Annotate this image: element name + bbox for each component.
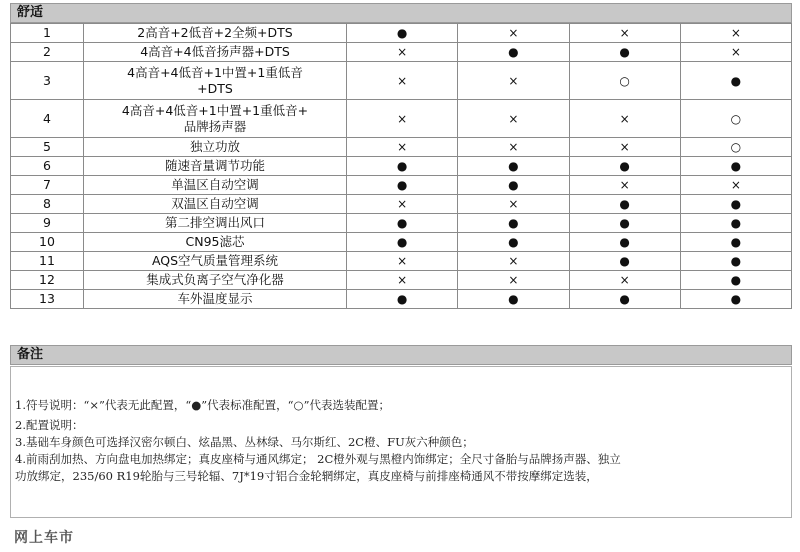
feature-cell xyxy=(84,138,347,157)
table-row xyxy=(11,100,792,138)
feature-cell xyxy=(84,43,347,62)
config-mark-cell: ● xyxy=(680,157,791,176)
row-number: 10 xyxy=(11,233,84,252)
notes-section-header xyxy=(10,345,792,365)
config-mark-cell: × xyxy=(458,195,569,214)
config-mark-cell: × xyxy=(458,271,569,290)
config-mark-cell: ● xyxy=(680,290,791,309)
config-mark-cell: ● xyxy=(680,214,791,233)
row-number: 3 xyxy=(11,62,84,100)
row-number: 6 xyxy=(11,157,84,176)
config-mark-cell: ○ xyxy=(569,62,680,100)
row-number: 4 xyxy=(11,100,84,138)
feature-text-line: 随速音量调节功能 xyxy=(164,158,265,173)
feature-cell xyxy=(84,233,347,252)
config-mark-cell: ● xyxy=(347,214,458,233)
notes-box xyxy=(10,366,792,518)
feature-text-line: CN95滤芯 xyxy=(185,234,245,249)
watermark-logo-text: 网上车市 xyxy=(14,530,74,546)
config-mark-cell: × xyxy=(347,271,458,290)
note-line-2: 2.配置说明： xyxy=(15,418,84,432)
row-number: 8 xyxy=(11,195,84,214)
config-mark-cell: ● xyxy=(458,290,569,309)
table-row xyxy=(11,252,792,271)
config-mark-cell: ● xyxy=(347,157,458,176)
config-mark-cell: ● xyxy=(347,290,458,309)
config-mark-cell: ● xyxy=(569,195,680,214)
config-mark-cell: × xyxy=(569,100,680,138)
feature-cell xyxy=(84,100,347,138)
config-mark-cell: × xyxy=(680,176,791,195)
note-line-1: 1.符号说明：“×”代表无此配置，“●”代表标准配置，“○”代表选装配置； xyxy=(15,398,390,412)
config-mark-cell: ● xyxy=(569,252,680,271)
config-mark-cell: ● xyxy=(680,62,791,100)
row-number: 11 xyxy=(11,252,84,271)
config-mark-cell: × xyxy=(458,100,569,138)
config-mark-cell: × xyxy=(569,24,680,43)
config-mark-cell: ● xyxy=(569,43,680,62)
feature-text-line: 车外温度显示 xyxy=(177,291,253,306)
config-mark-cell: ● xyxy=(458,43,569,62)
row-number: 12 xyxy=(11,271,84,290)
feature-text-line: 第二排空调出风口 xyxy=(164,215,265,230)
note-line-5: 功放绑定，235/60 R19轮胎与三号轮辐、7J*19寸铝合金轮辋绑定，真皮座椅与前排座椅通风不带按摩绑定选装， xyxy=(15,469,598,483)
table-row xyxy=(11,176,792,195)
config-mark-cell: ● xyxy=(458,176,569,195)
config-mark-cell: ● xyxy=(458,233,569,252)
config-mark-cell: × xyxy=(347,62,458,100)
feature-cell xyxy=(84,290,347,309)
config-mark-cell: ○ xyxy=(680,138,791,157)
feature-text-line: 2高音+2低音+2全频+DTS xyxy=(137,25,293,40)
feature-text-line: 集成式负离子空气净化器 xyxy=(146,272,284,287)
config-mark-cell: × xyxy=(680,43,791,62)
feature-text-line: 独立功放 xyxy=(189,139,240,154)
config-mark-cell: ● xyxy=(680,271,791,290)
config-mark-cell: × xyxy=(569,138,680,157)
feature-text-line: 4高音+4低音+1中置+1重低音 xyxy=(127,64,303,80)
row-number: 7 xyxy=(11,176,84,195)
config-mark-cell: ● xyxy=(347,24,458,43)
comfort-section-title: 舒适 xyxy=(17,5,44,20)
row-number: 1 xyxy=(11,24,84,43)
comfort-section-header xyxy=(10,3,792,23)
config-mark-cell: × xyxy=(347,100,458,138)
table-row xyxy=(11,290,792,309)
note-line-3: 3.基础车身颜色可选择汉密尔顿白、炫晶黑、丛林绿、马尔斯红、2C橙、FU灰六种颜色； xyxy=(15,435,474,449)
config-mark-cell: × xyxy=(347,138,458,157)
note-line-4: 4.前雨刮加热、方向盘电加热绑定；真皮座椅与通风绑定； 2C橙外观与黑橙内饰绑定；全尺寸备胎与品牌扬声器、独立 xyxy=(15,452,621,466)
feature-text-line: 4高音+4低音+1中置+1重低音+ xyxy=(121,102,309,118)
config-mark-cell: ● xyxy=(458,157,569,176)
feature-cell xyxy=(84,252,347,271)
table-row xyxy=(11,62,792,100)
config-mark-cell: × xyxy=(569,271,680,290)
feature-text-line: 单温区自动空调 xyxy=(171,177,259,192)
config-mark-cell: × xyxy=(347,43,458,62)
config-mark-cell: ● xyxy=(569,290,680,309)
config-mark-cell: ● xyxy=(680,252,791,271)
config-mark-cell: × xyxy=(458,252,569,271)
row-number: 13 xyxy=(11,290,84,309)
table-row xyxy=(11,214,792,233)
config-mark-cell: ● xyxy=(569,214,680,233)
config-mark-cell: × xyxy=(458,62,569,100)
table-row xyxy=(11,43,792,62)
feature-cell xyxy=(84,62,347,100)
config-mark-cell: ○ xyxy=(680,100,791,138)
config-mark-cell: × xyxy=(458,24,569,43)
config-mark-cell: × xyxy=(347,252,458,271)
row-number: 5 xyxy=(11,138,84,157)
row-number: 2 xyxy=(11,43,84,62)
feature-cell xyxy=(84,24,347,43)
config-mark-cell: ● xyxy=(347,233,458,252)
feature-text-line: 品牌扬声器 xyxy=(183,118,247,134)
config-mark-cell: ● xyxy=(680,195,791,214)
config-mark-cell: ● xyxy=(569,157,680,176)
config-mark-cell: × xyxy=(569,176,680,195)
feature-text-line: AQS空气质量管理系统 xyxy=(151,253,279,268)
config-mark-cell: × xyxy=(458,138,569,157)
config-mark-cell: ● xyxy=(347,176,458,195)
config-mark-cell: × xyxy=(347,195,458,214)
feature-text-line: 4高音+4低音扬声器+DTS xyxy=(140,44,290,59)
config-mark-cell: ● xyxy=(569,233,680,252)
notes-section-title: 备注 xyxy=(17,347,44,362)
feature-cell xyxy=(84,176,347,195)
feature-cell xyxy=(84,157,347,176)
feature-cell xyxy=(84,214,347,233)
table-row xyxy=(11,271,792,290)
row-number: 9 xyxy=(11,214,84,233)
table-row xyxy=(11,24,792,43)
table-row xyxy=(11,233,792,252)
config-mark-cell: ● xyxy=(458,214,569,233)
table-row xyxy=(11,195,792,214)
config-mark-cell: ● xyxy=(680,233,791,252)
table-row xyxy=(11,138,792,157)
feature-cell xyxy=(84,271,347,290)
comfort-spec-table xyxy=(10,23,792,309)
feature-text-line: +DTS xyxy=(197,80,233,96)
table-row xyxy=(11,157,792,176)
feature-text-line: 双温区自动空调 xyxy=(171,196,259,211)
feature-cell xyxy=(84,195,347,214)
config-mark-cell: × xyxy=(680,24,791,43)
